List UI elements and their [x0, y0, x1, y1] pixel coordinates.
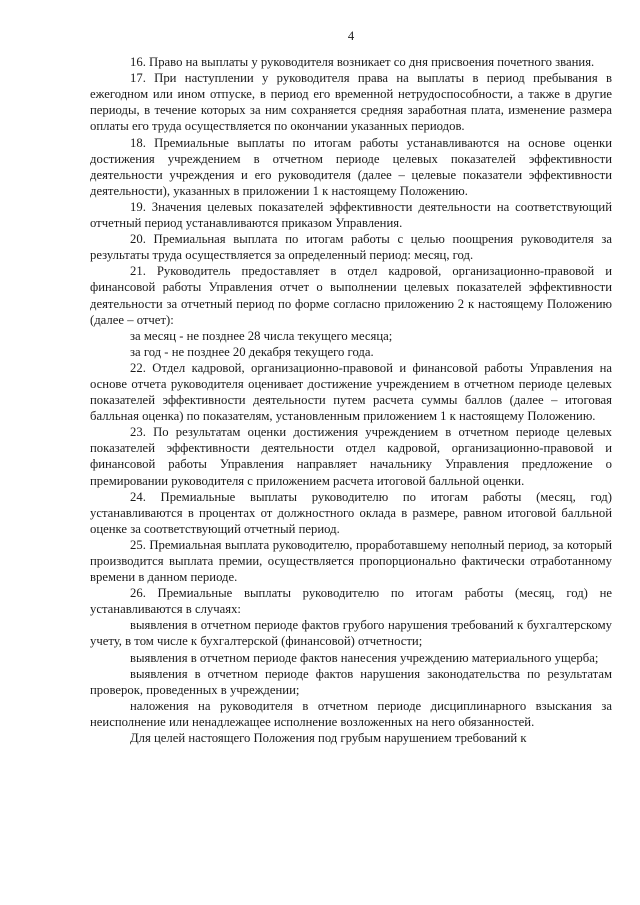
- paragraph-19: 19. Значения целевых показателей эффективности деятельности на соответствующий отчетный период устанавливаются приказом Управления.: [90, 199, 612, 231]
- case-accounting-violation: выявления в отчетном периоде фактов грубого нарушения требований к бухгалтерскому учету, в том числе к бухгалтерской (финансовой) отчетности;: [90, 618, 612, 649]
- paragraph-21: 21. Руководитель предоставляет в отдел кадровой, организационно-правовой и финансовой работы Управления отчет о выполнении целевых показателей эффективности деятельности за отчетный период по форме согласно приложению 2 к настоящему Положению (далее – отчет):: [90, 264, 612, 327]
- paragraph-definition: Для целей настоящего Положения под грубым нарушением требований к: [130, 731, 527, 746]
- paragraph-24: 24. Премиальные выплаты руководителю по итогам работы (месяц, год) устанавливаются в процентах от должностного оклада в размере, равном итоговой балльной оценке за соответствующий отчетный период.: [90, 489, 612, 536]
- paragraph-22: 22. Отдел кадровой, организационно-правовой и финансовой работы Управления на основе отчета руководителя оценивает достижение учреждением в отчетном периоде целевых показателей эффективности деятельности путем расчета суммы баллов (далее – итоговая балльная оценка) по показателям, установленным приложением 1 к настоящему Положению.: [90, 360, 612, 424]
- paragraph-18: 18. Премиальные выплаты по итогам работы устанавливаются на основе оценки достижения учреждением в отчетном периоде целевых показателей эффективности деятельности учреждения и его руководителя (далее – целевые показатели эффективности деятельности), указанных в приложении 1 к настоящему Положению.: [90, 135, 612, 198]
- paragraph-23: 23. По результатам оценки достижения учреждением в отчетном периоде целевых показателей эффективности деятельности отдел кадровой, организационно-правовой и финансовой работы Управления направляет начальнику Управления предложение о премировании руководителя с приложением расчета итоговой балльной оценки.: [90, 425, 612, 488]
- case-material-damage: выявления в отчетном периоде фактов нанесения учреждению материального ущерба;: [130, 650, 599, 665]
- case-law-violation: выявления в отчетном периоде фактов нарушения законодательства по результатам проверок, проведенных в учреждении;: [90, 666, 612, 697]
- deadline-month: за месяц - не позднее 28 числа текущего месяца;: [130, 328, 393, 343]
- page-number: 4: [347, 29, 355, 43]
- deadline-year: за год - не позднее 20 декабря текущего года.: [130, 344, 374, 359]
- case-disciplinary-action: наложения на руководителя в отчетном периоде дисциплинарного взыскания за неисполнение или ненадлежащее исполнение возложенных на него обязанностей.: [90, 698, 612, 729]
- paragraph-16: 16. Право на выплаты у руководителя возникает со дня присвоения почетного звания.: [130, 55, 595, 70]
- paragraph-17: 17. При наступлении у руководителя права на выплаты в период пребывания в ежегодном или ином отпуске, в период его временной нетрудоспособности, а также в другие периоды, в течение которых за ним сохраняется средняя заработная плата, изменение размера оплаты его труда осуществляется по окончании указанных периодов.: [90, 71, 612, 134]
- paragraph-26: 26. Премиальные выплаты руководителю по итогам работы (месяц, год) не устанавливаются в случаях:: [90, 586, 612, 617]
- paragraph-25: 25. Премиальная выплата руководителю, проработавшему неполный период, за который производится выплата премии, осуществляется пропорционально фактически отработанному времени в данном периоде.: [90, 537, 612, 585]
- document-page: [90, 28, 612, 746]
- paragraph-20: 20. Премиальная выплата по итогам работы с целью поощрения руководителя за результаты труда осуществляется за определенный период: месяц, год.: [90, 232, 612, 263]
